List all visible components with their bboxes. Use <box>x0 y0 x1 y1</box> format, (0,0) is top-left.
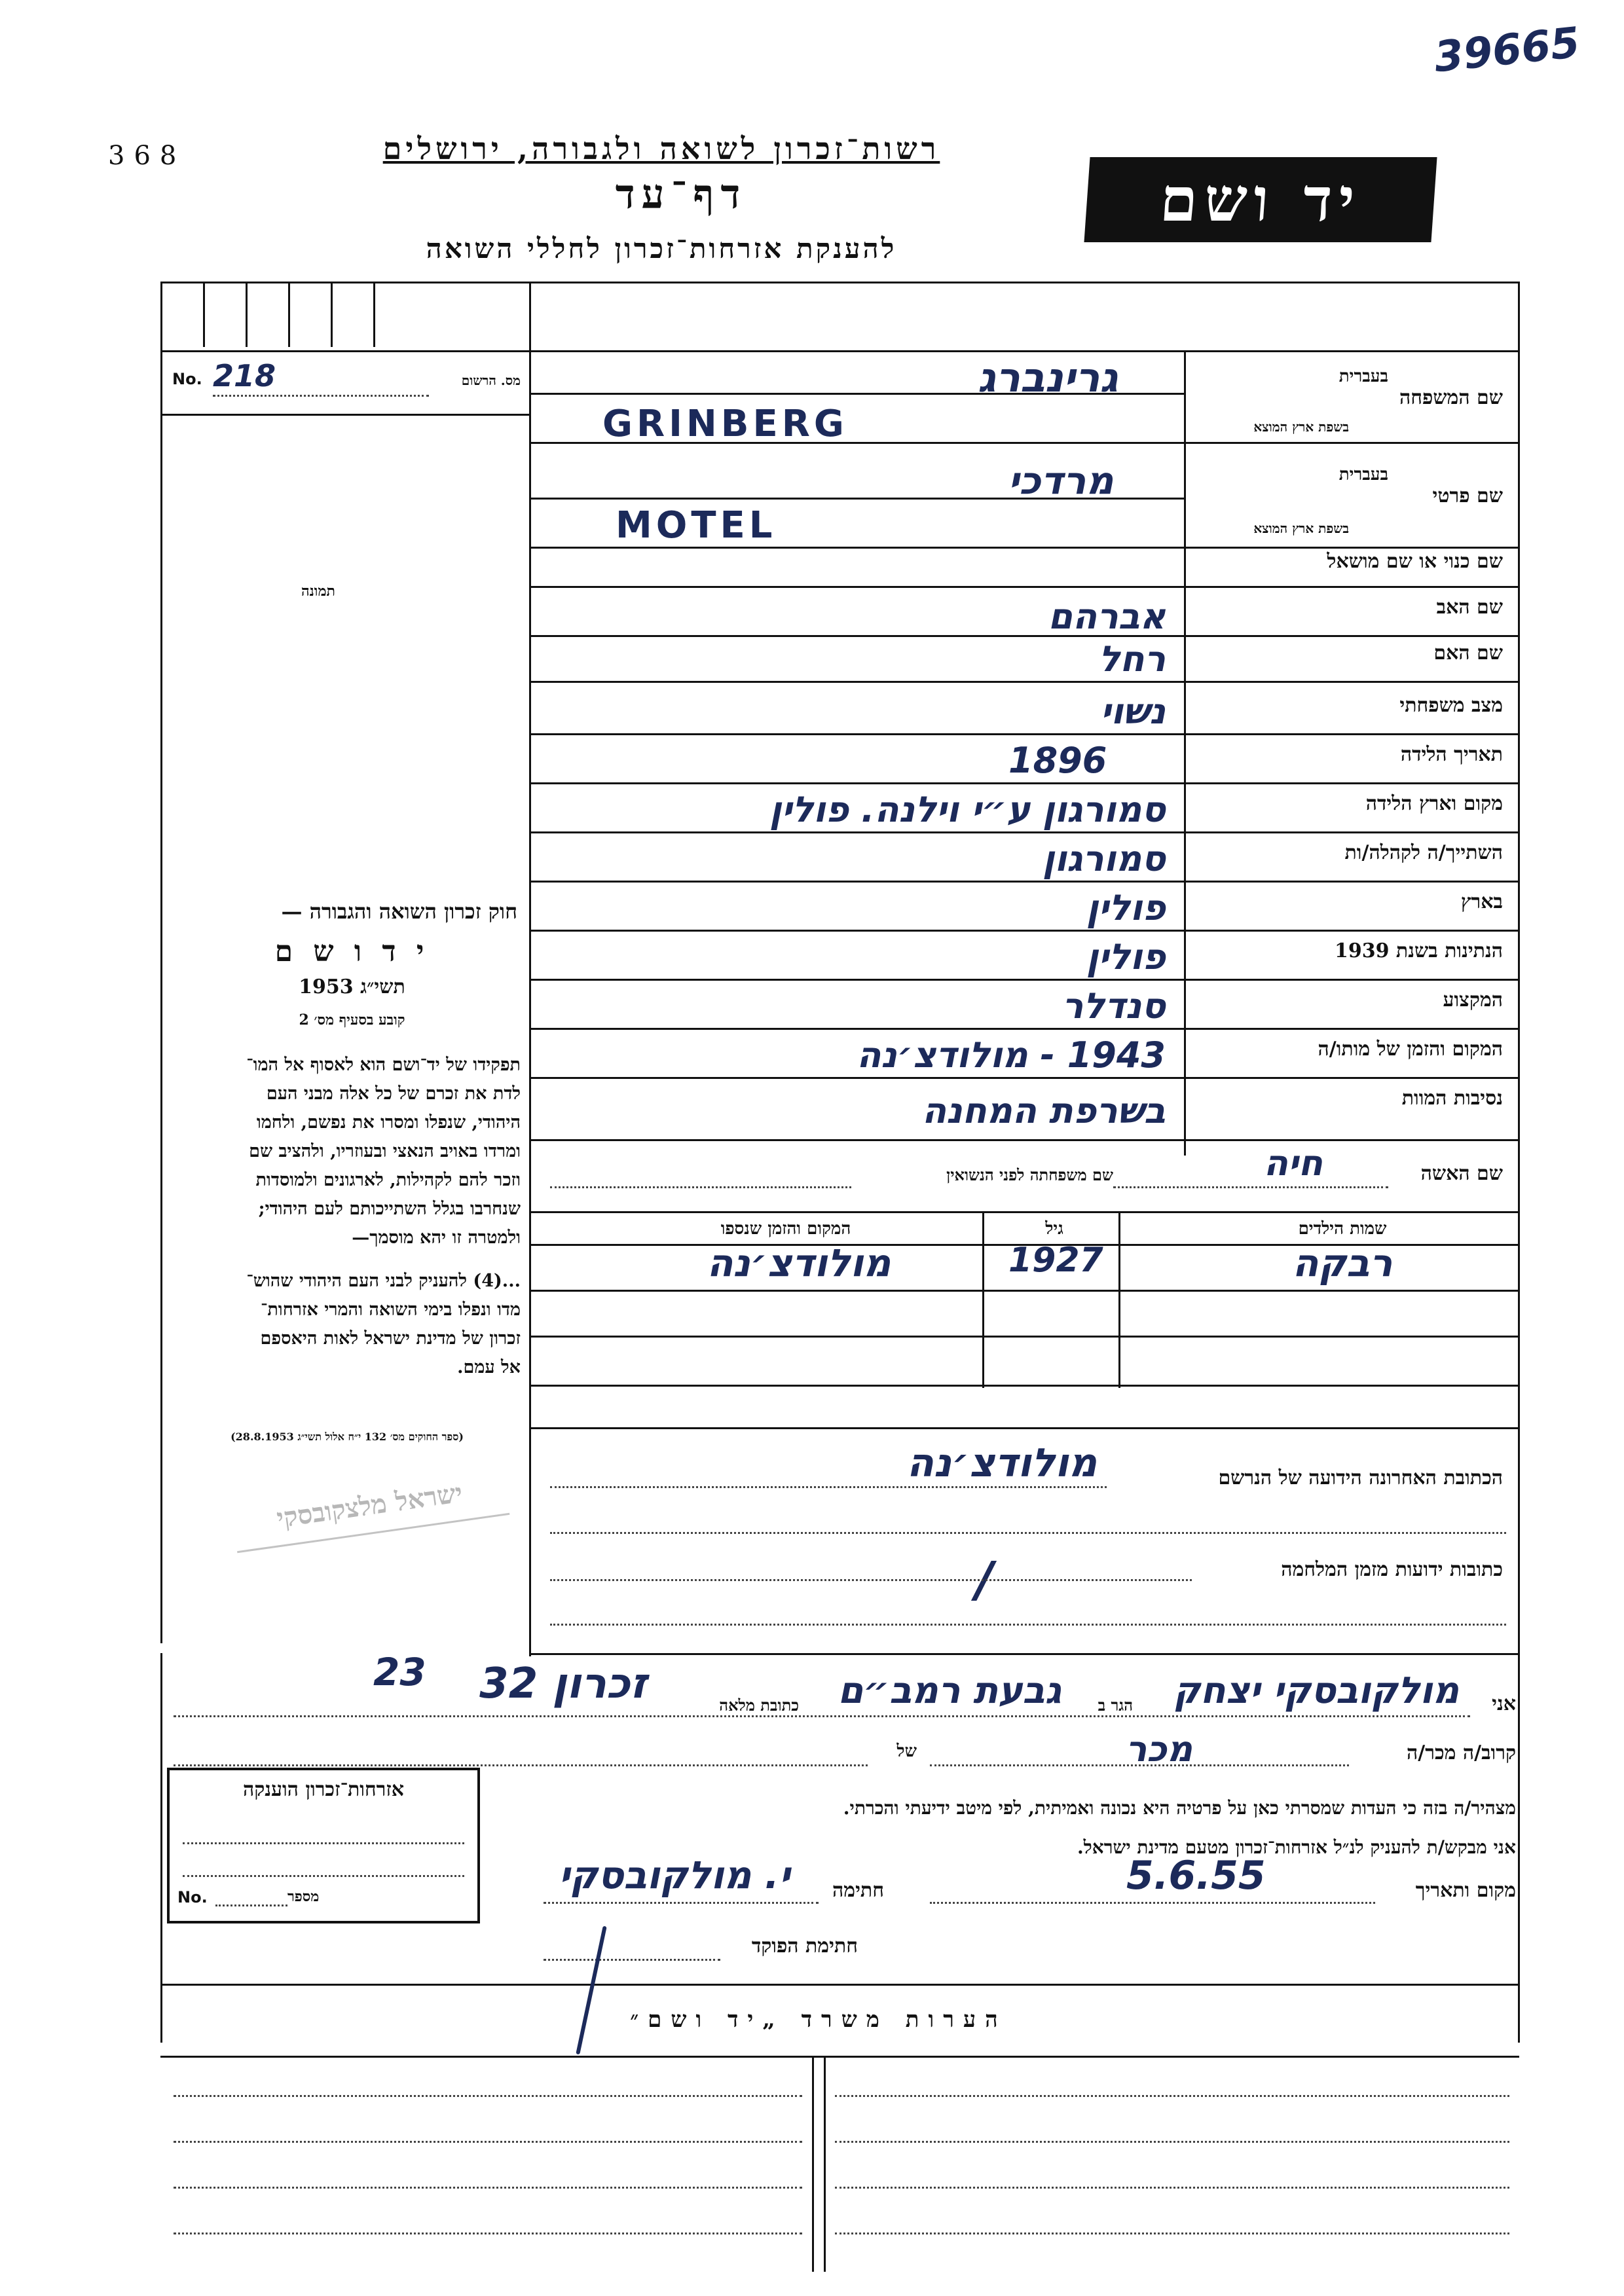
form-subtitle: להענקת אזרחות־זכרון לחללי השואה <box>426 232 897 264</box>
law-line-2: לדת את זכרם של כל אלה מבני העם <box>266 1084 521 1104</box>
wife-value[interactable]: חיה <box>1263 1142 1323 1184</box>
family-name-hebrew[interactable]: גרינברג <box>977 354 1118 401</box>
children-header-name: שמות הילדים <box>1298 1219 1387 1239</box>
family-name-native[interactable]: GRINBERG <box>602 403 848 445</box>
death-cause-value[interactable]: בשרפת המחנה <box>922 1090 1166 1131</box>
mother-label: שם האם <box>1433 642 1503 665</box>
occupation-label: המקצוע <box>1443 989 1503 1011</box>
place-date-label: מקום ותאריך <box>1415 1879 1516 1902</box>
declarant-house[interactable]: 23 <box>373 1650 426 1694</box>
form-title: דף־עד <box>615 170 747 218</box>
law-clause: קובע בסעיף מס׳ 2 <box>299 1011 405 1029</box>
law-line-3: היהודי, שנפלו ומסרו את נפשם, ולחמו <box>256 1112 521 1133</box>
citizenship-value[interactable]: פולין <box>1086 936 1166 977</box>
certificate-title: אזרחות־זכרון הוענקה <box>242 1778 405 1801</box>
declarant-i-label: אני <box>1492 1692 1516 1715</box>
death-cause-label: נסיבות המוות <box>1401 1087 1503 1110</box>
birth-date-value[interactable]: 1896 <box>1008 740 1107 781</box>
registration-value[interactable]: 218 <box>213 358 276 393</box>
birth-place-label: מקום וארץ הלידה <box>1365 792 1503 815</box>
declarant-relation[interactable]: מכר <box>1125 1728 1193 1770</box>
remarks-title: הערות משרד „יד ושם״ <box>630 2007 1007 2033</box>
declarant-statement-2: אני מבקש/ת להעניק לנ״ל אזרחות־זכרון מטעם מדינת ישראל. <box>1077 1836 1516 1858</box>
community-label: השתייך/ה לקהלה/ות <box>1344 841 1503 864</box>
child-age[interactable]: 1927 <box>1008 1241 1103 1280</box>
law-line-10: זכרון של מדינת ישראל לאות היאספם <box>260 1328 521 1349</box>
law-title: חוק זכרון השואה והגבורה — <box>281 899 517 924</box>
declarant-city[interactable]: גבעת רמב״ם <box>838 1669 1061 1712</box>
citizenship-label: הנתינות בשנת 1939 <box>1334 939 1503 962</box>
community-value[interactable]: סמורגון <box>1042 838 1166 879</box>
marital-value[interactable]: נשוי <box>1100 691 1166 732</box>
first-name-sub-hebrew: בעברית <box>1338 465 1388 484</box>
law-line-7: ולמטרה זו יהא מוסמך— <box>352 1228 521 1248</box>
registration-label: מס. הרשום <box>461 373 521 388</box>
photo-label: תמונה <box>301 583 335 600</box>
children-header-age: גיל <box>1045 1219 1063 1239</box>
war-addresses-value[interactable]: / <box>976 1552 994 1608</box>
father-label: שם האב <box>1436 596 1503 619</box>
declarant-lives-label: הגר ב <box>1098 1696 1133 1715</box>
authority-title: רשות־זכרון לשואה ולגבורה, ירושלים <box>382 131 940 166</box>
country-value[interactable]: פולין <box>1086 887 1166 928</box>
last-address-label: הכתובת האחרונה הידועה של הנרשם <box>1218 1467 1503 1489</box>
law-line-6: שנחרבו בגלל השתייכותם לעם היהודי; <box>258 1199 521 1219</box>
family-name-label: שם המשפחה <box>1399 386 1503 409</box>
declarant-of-label: של <box>896 1741 917 1761</box>
stamp <box>231 1467 515 1596</box>
declarant-signature[interactable]: י. מולקובסקי <box>559 1853 790 1897</box>
first-name-sub-native: בשפת ארץ המוצא <box>1253 520 1349 536</box>
wife-label: שם האשה <box>1420 1162 1503 1185</box>
death-place-time-label: המקום והזמן של מותו/ה <box>1318 1038 1503 1061</box>
country-label: בארץ <box>1460 890 1503 913</box>
occupation-value[interactable]: סנדלר <box>1061 985 1166 1027</box>
declarant-relative-label: קרוב/ה מכר/ה <box>1407 1741 1516 1764</box>
registration-field <box>167 358 527 409</box>
first-name-native[interactable]: MOTEL <box>616 504 777 547</box>
law-line-5: וזכר להם לקהילות, לארגונים ולמוסדות <box>255 1170 521 1190</box>
declarant-date[interactable]: 5.6.55 <box>1126 1853 1266 1899</box>
logo-text: יד ושם <box>1157 164 1364 235</box>
law-line-4: ומרדו באויב הנאצי ובעוזריו, ולהציב שם <box>249 1141 521 1161</box>
law-line-1: תפקידו של יד־ושם הוא לאסוף אל המו־ <box>246 1055 521 1075</box>
registration-no-label: No. <box>172 370 202 388</box>
stamp-text: ישראל מלצקובסקי <box>274 1477 465 1535</box>
war-addresses-label: כתובות ידועות מזמן המלחמה <box>1281 1558 1503 1581</box>
law-line-9: מדו ונפלו בימי השואה והמרי אזרחות־ <box>260 1300 521 1320</box>
child-name[interactable]: רבקה <box>1292 1241 1393 1285</box>
nickname-label: שם כנוי או שם מושאל <box>1327 550 1503 573</box>
first-name-label: שם פרטי <box>1432 484 1503 507</box>
mother-value[interactable]: רחל <box>1098 638 1166 680</box>
father-value[interactable]: אברהם <box>1048 596 1166 637</box>
law-line-11: אל עמם. <box>457 1357 521 1377</box>
family-name-sub-hebrew: בעברית <box>1338 367 1388 386</box>
certificate-number-label: מספר <box>287 1888 320 1905</box>
death-place-time-value[interactable]: 1943 - מולודצ׳נה <box>857 1034 1166 1076</box>
signature-label: חתימה <box>832 1879 884 1902</box>
first-name-hebrew[interactable]: מרדכי <box>1008 458 1114 503</box>
signature-pen-stroke <box>576 1926 606 2055</box>
officer-label: חתימת הפוקד <box>751 1935 858 1958</box>
children-header-place: המקום והזמן שנספו <box>720 1219 851 1239</box>
declarant-statement-1: מצהיר/ה בזה כי העדות שמסרתי כאן על פרטיה היא נכונה ואמיתית, לפי מיטב ידיעתי והכרתי. <box>843 1797 1516 1819</box>
archive-number: 39665 <box>1431 18 1582 82</box>
certificate-no-label: No. <box>177 1888 208 1906</box>
birth-place-value[interactable]: סמורגון ע״י וילנה. פולין <box>769 789 1166 830</box>
last-address-value[interactable]: מולודצ׳נה <box>906 1440 1098 1486</box>
law-year: תשי״ג 1953 <box>299 975 405 998</box>
page-number: 368 <box>108 141 186 171</box>
declarant-address-label: כתובת מלאה <box>719 1696 799 1715</box>
marital-label: מצב משפחתי <box>1399 694 1503 717</box>
birth-date-label: תאריך הלידה <box>1400 743 1503 766</box>
wife-maiden-label: שם משפחתה לפני הנשואין <box>946 1165 1113 1184</box>
yad-vashem-logo <box>1084 157 1437 242</box>
declarant-address[interactable]: זכרון 32 <box>479 1660 647 1708</box>
law-line-8: ...(4) להעניק לבני העם היהודי שהוש־ <box>246 1271 521 1291</box>
child-place[interactable]: מולודצ׳נה <box>707 1241 891 1285</box>
family-name-sub-native: בשפת ארץ המוצא <box>1253 419 1349 435</box>
law-name: י ד ו ש ם <box>274 935 430 968</box>
certificate-box <box>167 1768 480 1923</box>
declarant-name[interactable]: מולקובסקי יצחק <box>1173 1669 1460 1712</box>
law-citation: (ספר החוקים מס׳ 132 י״ח אלול תשי״ג 28.8.1953) <box>231 1430 464 1443</box>
